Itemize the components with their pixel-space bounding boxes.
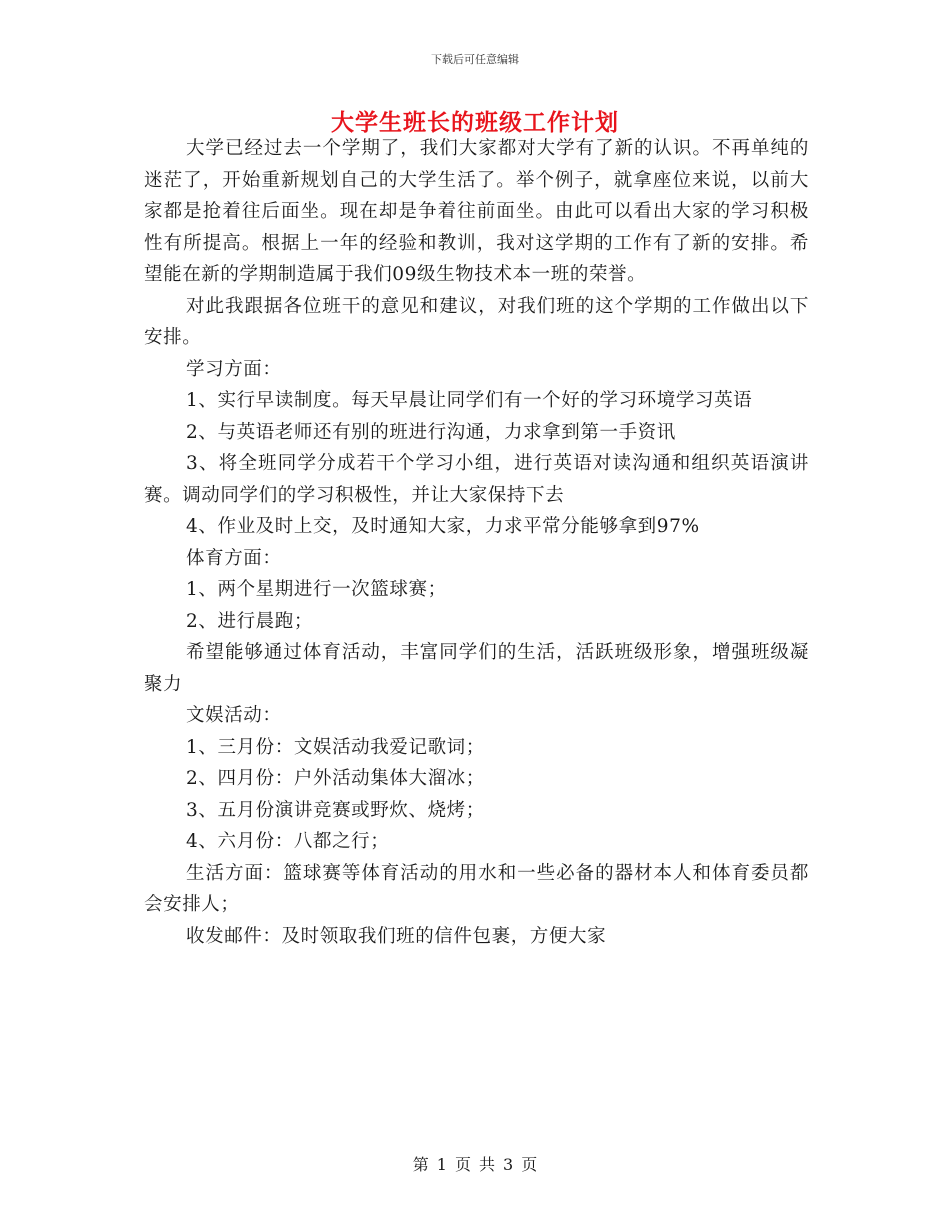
paragraph-life: 生活方面：篮球赛等体育活动的用水和一些必备的器材本人和体育委员都会安排人；: [144, 862, 809, 915]
list-item-entertainment-3: 3、五月份演讲竞赛或野炊、烧烤；: [186, 799, 485, 821]
list-item-entertainment-1: 1、三月份：文娱活动我爱记歌词；: [186, 736, 485, 758]
list-item-study-4: 4、作业及时上交，及时通知大家，力求平常分能够拿到97%: [186, 516, 700, 537]
footer-label-pages: 页: [521, 1155, 538, 1174]
paragraph-sports-goal: 希望能够通过体育活动，丰富同学们的生活，活跃班级形象，增强班级凝聚力: [144, 642, 809, 695]
document-title: 大学生班长的班级工作计划: [331, 109, 619, 136]
paragraph-mail: 收发邮件：及时领取我们班的信件包裹，方便大家: [186, 925, 607, 947]
list-item-study-2: 2、与英语老师还有别的班进行沟通，力求拿到第一手资讯: [186, 421, 676, 443]
section-heading-entertainment: 文娱活动：: [186, 705, 282, 726]
list-item-sports-1: 1、两个星期进行一次篮球赛；: [186, 579, 447, 600]
list-item-sports-2: 2、进行晨跑；: [186, 610, 313, 632]
footer-label-of: 页: [454, 1155, 471, 1174]
footer-total-pages: 3: [503, 1155, 514, 1174]
footer-current-page: 1: [436, 1155, 447, 1174]
list-item-study-1: 1、实行早读制度。每天早晨让同学们有一个好的学习环境学习英语: [186, 390, 753, 411]
list-item-entertainment-2: 2、四月份：户外活动集体大溜冰；: [186, 768, 485, 789]
list-item-study-3: 3、将全班同学分成若干个学习小组，进行英语对读沟通和组织英语演讲赛。调动同学们的学习积极性，并让大家保持下去: [144, 453, 809, 506]
document-body: [144, 133, 809, 952]
footer-label-total: 共: [479, 1155, 496, 1174]
page-footer: [0, 1154, 950, 1176]
paragraph-intro: 大学已经过去一个学期了，我们大家都对大学有了新的认识。不再单纯的迷茫了，开始重新规划自己的大学生活了。举个例子，就拿座位来说，以前大家都是抢着往后面坐。现在却是争着往前面坐。由此可以看出大家的学习积极性有所提高。根据上一年的经验和教训，我对这学期的工作有了新的安排。希望能在新的学期制造属于我们09级生物技术本一班的荣誉。: [144, 138, 809, 285]
paragraph-arrangement: 对此我跟据各位班干的意见和建议，对我们班的这个学期的工作做出以下安排。: [144, 295, 809, 348]
footer-label-page: 第: [412, 1155, 429, 1174]
section-heading-study: 学习方面：: [186, 358, 282, 380]
header-note: 下载后可任意编辑: [431, 53, 519, 66]
list-item-entertainment-4: 4、六月份：八都之行；: [186, 831, 390, 852]
section-heading-sports: 体育方面：: [186, 547, 282, 569]
